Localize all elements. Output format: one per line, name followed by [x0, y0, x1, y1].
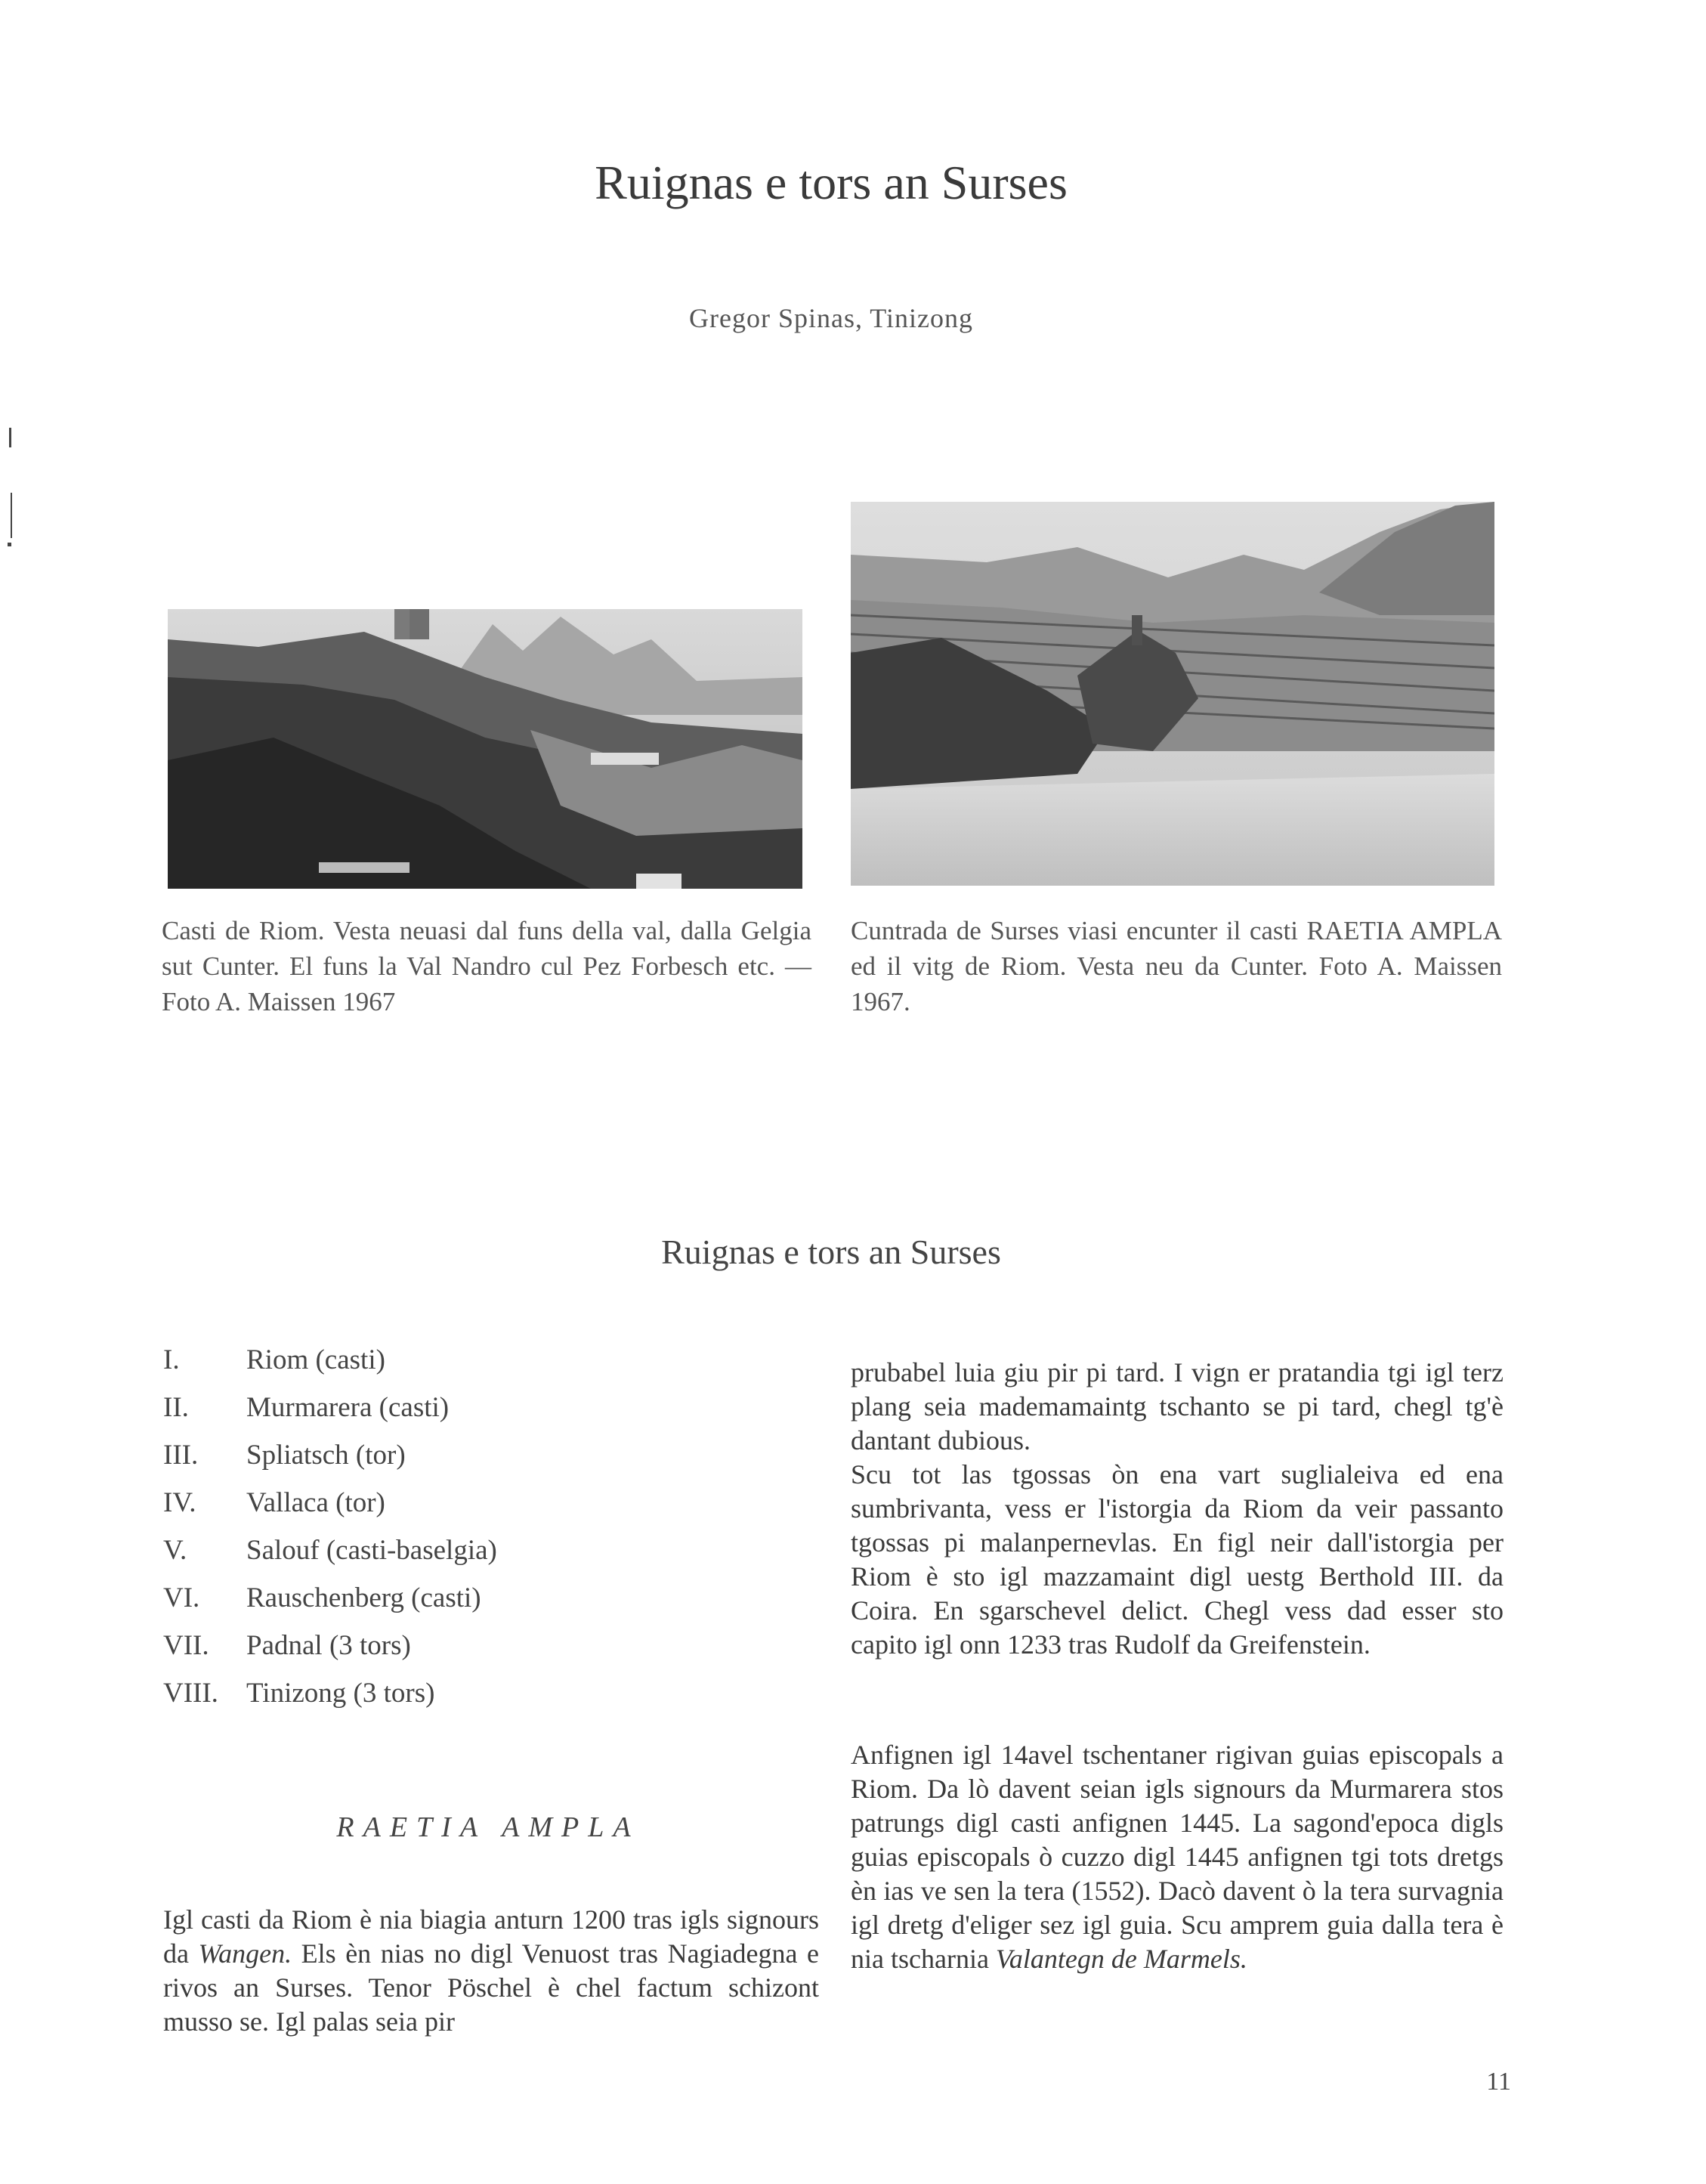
list-item — [163, 1582, 692, 1629]
emphasis-text: Wangen. — [198, 1938, 292, 1969]
list-item-label: Spliatsch (tor) — [246, 1440, 406, 1471]
section-heading: Ruignas e tors an Surses — [661, 1233, 1001, 1271]
list-item-number: I. — [163, 1344, 180, 1375]
paragraph-text: Scu tot las tgossas òn ena vart suglialeiva ed ena sumbrivanta, vess er l'istorgia da Riom da veir passanto tgossas pi malanpernevlas. En figl neir dall'istorgia per Riom è sto igl mazzamaint digl uestg Berthold III. da Coira. En sgarschevel delict. Chegl vess dad esser sto capito igl onn 1233 tras Rudolf da Greifenstein. — [851, 1459, 1504, 1660]
list-item-number: IV. — [163, 1487, 196, 1518]
valley-photo — [851, 502, 1494, 886]
list-item — [163, 1534, 692, 1582]
castle-list — [163, 1344, 692, 1725]
list-item-label: Riom (casti) — [246, 1344, 385, 1375]
list-item — [163, 1677, 692, 1725]
margin-mark — [9, 428, 11, 447]
list-item — [163, 1629, 692, 1677]
paragraph-text: prubabel luia giu pir pi tard. I vign er pratandia tgi igl terz plang seia mademamaintg tschanto se pi tard, chegl tg'è dantant dubious. — [851, 1357, 1504, 1455]
list-item — [163, 1391, 692, 1439]
list-item — [163, 1486, 692, 1534]
valley-photo-image — [851, 502, 1494, 886]
list-item-number: V. — [163, 1535, 187, 1566]
page-title: Ruignas e tors an Surses — [595, 156, 1068, 209]
paragraph-text: Igl casti da Riom è nia biagia anturn 1200 tras igls signours da — [163, 1904, 819, 1969]
paragraph-text: Els èn nias no digl Venuost tras Nagiadegna e rivos an Surses. Tenor Pöschel è chel factum schizont musso se. Igl palas seia pir — [163, 1938, 819, 2037]
list-item-label: Rauschenberg (casti) — [246, 1582, 481, 1613]
list-item-label: Tinizong (3 tors) — [246, 1678, 435, 1709]
body-paragraph-right-2 — [851, 1738, 1504, 1976]
list-item-label: Murmarera (casti) — [246, 1392, 450, 1423]
body-paragraph-right-1 — [851, 1356, 1504, 1662]
emphasis-text: Valantegn de Marmels. — [995, 1944, 1247, 1974]
author-line: Gregor Spinas, Tinizong — [688, 303, 974, 333]
list-item-number: II. — [163, 1392, 189, 1423]
list-item — [163, 1344, 692, 1391]
valley-photo-caption: Cuntrada de Surses viasi encunter il casti RAETIA AMPLA ed il vitg de Riom. Vesta neu da Cunter. Foto A. Maissen 1967. — [851, 916, 1502, 1016]
margin-mark — [8, 543, 11, 546]
list-item-label: Vallaca (tor) — [246, 1487, 385, 1518]
page-number: 11 — [1486, 2068, 1511, 2096]
castle-photo-caption: Casti de Riom. Vesta neuasi dal funs della val, dalla Gelgia sut Cunter. El funs la Val Nandro cul Pez Forbesch etc. — Foto A. Maissen 1967 — [162, 916, 811, 1016]
castle-photo — [168, 609, 802, 889]
list-item-number: VII. — [163, 1630, 209, 1661]
paragraph-text: Anfignen igl 14avel tschentaner rigivan guias episcopals a Riom. Da lò davent seian igls signours da Murmarera stos patrungs digl casti anfignen 1445. La sagond'epoca digls guias episcopals ò cuzzo digl 1445 anfignen tgi tots dretgs èn ias ve sen la tera (1552). Dacò davent ò la tera survagnia igl dretg d'eliger sez igl guia. Scu amprem guia dalla tera è nia tscharnia — [851, 1740, 1504, 1974]
list-item-number: VIII. — [163, 1678, 218, 1709]
list-item-label: Salouf (casti-baselgia) — [246, 1535, 497, 1566]
castle-photo-image — [168, 609, 802, 889]
body-paragraph-left — [163, 1903, 819, 2039]
list-item — [163, 1439, 692, 1486]
subsection-heading: RAETIA AMPLA — [336, 1811, 640, 1843]
list-item-label: Padnal (3 tors) — [246, 1630, 411, 1661]
list-item-number: III. — [163, 1440, 199, 1471]
list-item-number: VI. — [163, 1582, 200, 1613]
margin-mark — [11, 493, 12, 538]
